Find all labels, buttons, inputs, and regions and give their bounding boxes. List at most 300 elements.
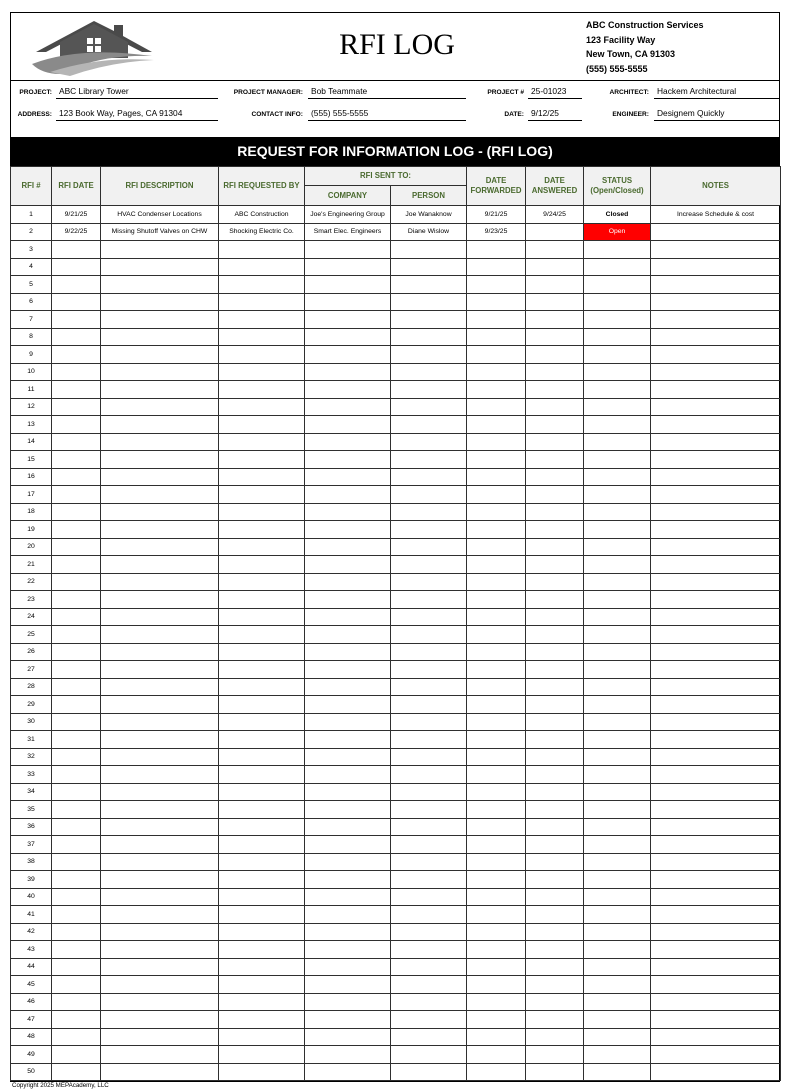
- rfi-date-cell[interactable]: [52, 468, 101, 486]
- requested-by-cell[interactable]: [219, 451, 305, 469]
- company-cell[interactable]: [305, 433, 391, 451]
- project-number-field[interactable]: 25-01023: [528, 86, 582, 99]
- requested-by-cell[interactable]: [219, 818, 305, 836]
- date-answered-cell[interactable]: [526, 241, 584, 259]
- notes-cell[interactable]: [651, 976, 781, 994]
- company-cell[interactable]: [305, 241, 391, 259]
- status-cell[interactable]: [584, 801, 651, 819]
- rfi-description-cell[interactable]: [101, 678, 219, 696]
- date-answered-cell[interactable]: [526, 538, 584, 556]
- requested-by-cell[interactable]: [219, 1063, 305, 1081]
- rfi-number-cell[interactable]: 48: [11, 1028, 52, 1046]
- date-answered-cell[interactable]: [526, 941, 584, 959]
- status-cell[interactable]: [584, 573, 651, 591]
- status-cell[interactable]: [584, 818, 651, 836]
- notes-cell[interactable]: [651, 433, 781, 451]
- rfi-description-cell[interactable]: [101, 871, 219, 889]
- person-cell[interactable]: [391, 241, 467, 259]
- date-answered-cell[interactable]: [526, 311, 584, 329]
- requested-by-cell[interactable]: [219, 591, 305, 609]
- notes-cell[interactable]: [651, 398, 781, 416]
- status-cell[interactable]: [584, 836, 651, 854]
- requested-by-cell[interactable]: [219, 433, 305, 451]
- company-cell[interactable]: [305, 801, 391, 819]
- status-cell[interactable]: [584, 328, 651, 346]
- person-cell[interactable]: [391, 486, 467, 504]
- requested-by-cell[interactable]: [219, 871, 305, 889]
- rfi-number-cell[interactable]: 16: [11, 468, 52, 486]
- notes-cell[interactable]: [651, 958, 781, 976]
- rfi-date-cell[interactable]: [52, 783, 101, 801]
- rfi-description-cell[interactable]: [101, 503, 219, 521]
- company-cell[interactable]: [305, 398, 391, 416]
- requested-by-cell[interactable]: [219, 416, 305, 434]
- rfi-number-cell[interactable]: 5: [11, 276, 52, 294]
- rfi-description-cell[interactable]: [101, 1028, 219, 1046]
- notes-cell[interactable]: [651, 293, 781, 311]
- date-forwarded-cell[interactable]: [467, 416, 526, 434]
- date-answered-cell[interactable]: [526, 1011, 584, 1029]
- requested-by-cell[interactable]: [219, 363, 305, 381]
- person-cell[interactable]: [391, 468, 467, 486]
- rfi-description-cell[interactable]: [101, 661, 219, 679]
- company-cell[interactable]: [305, 958, 391, 976]
- notes-cell[interactable]: [651, 1028, 781, 1046]
- notes-cell[interactable]: [651, 573, 781, 591]
- rfi-description-cell[interactable]: [101, 468, 219, 486]
- notes-cell[interactable]: [651, 766, 781, 784]
- company-cell[interactable]: [305, 713, 391, 731]
- date-forwarded-cell[interactable]: [467, 993, 526, 1011]
- company-cell[interactable]: [305, 468, 391, 486]
- requested-by-cell[interactable]: [219, 258, 305, 276]
- person-cell[interactable]: [391, 1046, 467, 1064]
- rfi-date-cell[interactable]: [52, 1046, 101, 1064]
- notes-cell[interactable]: [651, 748, 781, 766]
- person-cell[interactable]: [391, 276, 467, 294]
- rfi-description-cell[interactable]: [101, 363, 219, 381]
- engineer-field[interactable]: Designem Quickly: [654, 108, 780, 121]
- date-answered-cell[interactable]: [526, 643, 584, 661]
- rfi-description-cell[interactable]: [101, 573, 219, 591]
- date-answered-cell[interactable]: [526, 1046, 584, 1064]
- date-answered-cell[interactable]: [526, 731, 584, 749]
- rfi-number-cell[interactable]: 20: [11, 538, 52, 556]
- date-forwarded-cell[interactable]: [467, 608, 526, 626]
- company-cell[interactable]: [305, 661, 391, 679]
- rfi-number-cell[interactable]: 30: [11, 713, 52, 731]
- date-answered-cell[interactable]: [526, 276, 584, 294]
- person-cell[interactable]: [391, 433, 467, 451]
- requested-by-cell[interactable]: [219, 1011, 305, 1029]
- rfi-description-cell[interactable]: [101, 328, 219, 346]
- person-cell[interactable]: [391, 416, 467, 434]
- status-cell[interactable]: [584, 241, 651, 259]
- rfi-description-cell[interactable]: [101, 346, 219, 364]
- person-cell[interactable]: [391, 731, 467, 749]
- date-answered-cell[interactable]: [526, 871, 584, 889]
- rfi-number-cell[interactable]: 15: [11, 451, 52, 469]
- company-cell[interactable]: [305, 766, 391, 784]
- date-answered-cell[interactable]: [526, 381, 584, 399]
- rfi-date-cell[interactable]: 9/22/25: [52, 223, 101, 241]
- notes-cell[interactable]: [651, 923, 781, 941]
- requested-by-cell[interactable]: [219, 538, 305, 556]
- status-cell[interactable]: [584, 713, 651, 731]
- notes-cell[interactable]: [651, 591, 781, 609]
- requested-by-cell[interactable]: [219, 696, 305, 714]
- rfi-date-cell[interactable]: [52, 363, 101, 381]
- rfi-description-cell[interactable]: [101, 486, 219, 504]
- person-cell[interactable]: [391, 381, 467, 399]
- requested-by-cell[interactable]: [219, 241, 305, 259]
- rfi-date-cell[interactable]: [52, 433, 101, 451]
- date-forwarded-cell[interactable]: [467, 713, 526, 731]
- date-answered-cell[interactable]: [526, 696, 584, 714]
- contact-info-field[interactable]: (555) 555-5555: [308, 108, 466, 121]
- date-answered-cell[interactable]: [526, 923, 584, 941]
- rfi-number-cell[interactable]: 27: [11, 661, 52, 679]
- person-cell[interactable]: [391, 556, 467, 574]
- date-forwarded-cell[interactable]: [467, 923, 526, 941]
- notes-cell[interactable]: [651, 836, 781, 854]
- status-cell[interactable]: [584, 678, 651, 696]
- rfi-description-cell[interactable]: [101, 1011, 219, 1029]
- company-cell[interactable]: [305, 1046, 391, 1064]
- date-forwarded-cell[interactable]: [467, 783, 526, 801]
- rfi-number-cell[interactable]: 24: [11, 608, 52, 626]
- notes-cell[interactable]: [651, 993, 781, 1011]
- rfi-description-cell[interactable]: HVAC Condenser Locations: [101, 206, 219, 224]
- person-cell[interactable]: [391, 643, 467, 661]
- company-cell[interactable]: [305, 818, 391, 836]
- rfi-description-cell[interactable]: [101, 853, 219, 871]
- company-cell[interactable]: [305, 276, 391, 294]
- rfi-description-cell[interactable]: [101, 556, 219, 574]
- status-cell[interactable]: [584, 608, 651, 626]
- rfi-description-cell[interactable]: [101, 783, 219, 801]
- person-cell[interactable]: [391, 958, 467, 976]
- person-cell[interactable]: [391, 1011, 467, 1029]
- company-cell[interactable]: [305, 1028, 391, 1046]
- date-forwarded-cell[interactable]: [467, 871, 526, 889]
- rfi-date-cell[interactable]: [52, 608, 101, 626]
- person-cell[interactable]: [391, 976, 467, 994]
- date-answered-cell[interactable]: [526, 328, 584, 346]
- date-forwarded-cell[interactable]: [467, 836, 526, 854]
- rfi-date-cell[interactable]: [52, 293, 101, 311]
- rfi-number-cell[interactable]: 45: [11, 976, 52, 994]
- requested-by-cell[interactable]: [219, 993, 305, 1011]
- person-cell[interactable]: [391, 328, 467, 346]
- notes-cell[interactable]: [651, 731, 781, 749]
- rfi-date-cell[interactable]: [52, 906, 101, 924]
- rfi-number-cell[interactable]: 2: [11, 223, 52, 241]
- rfi-date-cell[interactable]: [52, 1063, 101, 1081]
- company-cell[interactable]: [305, 258, 391, 276]
- project-manager-field[interactable]: Bob Teammate: [308, 86, 466, 99]
- rfi-description-cell[interactable]: [101, 311, 219, 329]
- person-cell[interactable]: [391, 573, 467, 591]
- rfi-number-cell[interactable]: 21: [11, 556, 52, 574]
- status-cell[interactable]: [584, 923, 651, 941]
- date-forwarded-cell[interactable]: [467, 381, 526, 399]
- status-cell[interactable]: [584, 731, 651, 749]
- notes-cell[interactable]: [651, 643, 781, 661]
- date-answered-cell[interactable]: 9/24/25: [526, 206, 584, 224]
- notes-cell[interactable]: [651, 801, 781, 819]
- requested-by-cell[interactable]: [219, 941, 305, 959]
- rfi-date-cell[interactable]: [52, 591, 101, 609]
- rfi-number-cell[interactable]: 43: [11, 941, 52, 959]
- person-cell[interactable]: [391, 836, 467, 854]
- rfi-description-cell[interactable]: [101, 626, 219, 644]
- status-cell[interactable]: [584, 486, 651, 504]
- requested-by-cell[interactable]: Shocking Electric Co.: [219, 223, 305, 241]
- notes-cell[interactable]: [651, 678, 781, 696]
- date-answered-cell[interactable]: [526, 818, 584, 836]
- date-answered-cell[interactable]: [526, 398, 584, 416]
- notes-cell[interactable]: [651, 223, 781, 241]
- rfi-description-cell[interactable]: [101, 766, 219, 784]
- notes-cell[interactable]: [651, 888, 781, 906]
- notes-cell[interactable]: [651, 696, 781, 714]
- rfi-number-cell[interactable]: 1: [11, 206, 52, 224]
- notes-cell[interactable]: [651, 503, 781, 521]
- status-cell[interactable]: [584, 643, 651, 661]
- rfi-date-cell[interactable]: [52, 818, 101, 836]
- notes-cell[interactable]: [651, 783, 781, 801]
- person-cell[interactable]: Diane Wislow: [391, 223, 467, 241]
- rfi-number-cell[interactable]: 3: [11, 241, 52, 259]
- rfi-date-cell[interactable]: [52, 976, 101, 994]
- date-answered-cell[interactable]: [526, 346, 584, 364]
- date-answered-cell[interactable]: [526, 713, 584, 731]
- date-answered-cell[interactable]: [526, 503, 584, 521]
- person-cell[interactable]: [391, 538, 467, 556]
- notes-cell[interactable]: [651, 468, 781, 486]
- rfi-date-cell[interactable]: [52, 311, 101, 329]
- company-cell[interactable]: [305, 363, 391, 381]
- rfi-number-cell[interactable]: 22: [11, 573, 52, 591]
- rfi-number-cell[interactable]: 23: [11, 591, 52, 609]
- date-forwarded-cell[interactable]: [467, 1028, 526, 1046]
- rfi-number-cell[interactable]: 39: [11, 871, 52, 889]
- rfi-description-cell[interactable]: [101, 818, 219, 836]
- status-cell[interactable]: [584, 468, 651, 486]
- rfi-number-cell[interactable]: 41: [11, 906, 52, 924]
- rfi-number-cell[interactable]: 18: [11, 503, 52, 521]
- rfi-date-cell[interactable]: [52, 398, 101, 416]
- rfi-number-cell[interactable]: 40: [11, 888, 52, 906]
- person-cell[interactable]: [391, 451, 467, 469]
- date-forwarded-cell[interactable]: 9/23/25: [467, 223, 526, 241]
- rfi-date-cell[interactable]: [52, 1011, 101, 1029]
- company-cell[interactable]: [305, 941, 391, 959]
- date-forwarded-cell[interactable]: [467, 906, 526, 924]
- person-cell[interactable]: [391, 906, 467, 924]
- date-forwarded-cell[interactable]: [467, 398, 526, 416]
- rfi-date-cell[interactable]: [52, 556, 101, 574]
- date-forwarded-cell[interactable]: [467, 731, 526, 749]
- rfi-number-cell[interactable]: 9: [11, 346, 52, 364]
- company-cell[interactable]: [305, 748, 391, 766]
- date-answered-cell[interactable]: [526, 801, 584, 819]
- date-forwarded-cell[interactable]: [467, 818, 526, 836]
- company-cell[interactable]: [305, 871, 391, 889]
- status-cell[interactable]: [584, 993, 651, 1011]
- notes-cell[interactable]: [651, 626, 781, 644]
- date-forwarded-cell[interactable]: 9/21/25: [467, 206, 526, 224]
- requested-by-cell[interactable]: [219, 1028, 305, 1046]
- notes-cell[interactable]: [651, 1063, 781, 1081]
- status-cell[interactable]: [584, 311, 651, 329]
- date-answered-cell[interactable]: [526, 1063, 584, 1081]
- date-answered-cell[interactable]: [526, 766, 584, 784]
- person-cell[interactable]: [391, 258, 467, 276]
- status-cell[interactable]: [584, 626, 651, 644]
- date-answered-cell[interactable]: [526, 573, 584, 591]
- notes-cell[interactable]: [651, 608, 781, 626]
- requested-by-cell[interactable]: [219, 1046, 305, 1064]
- status-cell[interactable]: [584, 538, 651, 556]
- date-answered-cell[interactable]: [526, 556, 584, 574]
- rfi-number-cell[interactable]: 49: [11, 1046, 52, 1064]
- rfi-description-cell[interactable]: [101, 836, 219, 854]
- date-forwarded-cell[interactable]: [467, 573, 526, 591]
- person-cell[interactable]: [391, 293, 467, 311]
- rfi-date-cell[interactable]: [52, 748, 101, 766]
- rfi-number-cell[interactable]: 31: [11, 731, 52, 749]
- person-cell[interactable]: [391, 398, 467, 416]
- requested-by-cell[interactable]: [219, 748, 305, 766]
- requested-by-cell[interactable]: [219, 556, 305, 574]
- company-cell[interactable]: Joe's Engineering Group: [305, 206, 391, 224]
- company-cell[interactable]: [305, 1063, 391, 1081]
- rfi-number-cell[interactable]: 34: [11, 783, 52, 801]
- date-forwarded-cell[interactable]: [467, 276, 526, 294]
- status-cell[interactable]: [584, 853, 651, 871]
- date-forwarded-cell[interactable]: [467, 258, 526, 276]
- requested-by-cell[interactable]: [219, 888, 305, 906]
- date-forwarded-cell[interactable]: [467, 503, 526, 521]
- requested-by-cell[interactable]: [219, 486, 305, 504]
- date-answered-cell[interactable]: [526, 486, 584, 504]
- person-cell[interactable]: [391, 713, 467, 731]
- notes-cell[interactable]: [651, 941, 781, 959]
- notes-cell[interactable]: [651, 416, 781, 434]
- date-forwarded-cell[interactable]: [467, 591, 526, 609]
- status-cell[interactable]: [584, 748, 651, 766]
- rfi-date-cell[interactable]: [52, 241, 101, 259]
- notes-cell[interactable]: [651, 258, 781, 276]
- status-cell[interactable]: [584, 346, 651, 364]
- company-cell[interactable]: Smart Elec. Engineers: [305, 223, 391, 241]
- company-cell[interactable]: [305, 906, 391, 924]
- company-cell[interactable]: [305, 346, 391, 364]
- rfi-date-cell[interactable]: [52, 696, 101, 714]
- requested-by-cell[interactable]: [219, 783, 305, 801]
- rfi-date-cell[interactable]: [52, 521, 101, 539]
- person-cell[interactable]: [391, 923, 467, 941]
- notes-cell[interactable]: [651, 486, 781, 504]
- date-forwarded-cell[interactable]: [467, 433, 526, 451]
- rfi-date-cell[interactable]: [52, 871, 101, 889]
- notes-cell[interactable]: [651, 906, 781, 924]
- notes-cell[interactable]: [651, 451, 781, 469]
- date-answered-cell[interactable]: [526, 223, 584, 241]
- date-answered-cell[interactable]: [526, 521, 584, 539]
- rfi-date-cell[interactable]: [52, 678, 101, 696]
- requested-by-cell[interactable]: [219, 678, 305, 696]
- rfi-date-cell[interactable]: [52, 923, 101, 941]
- person-cell[interactable]: [391, 678, 467, 696]
- company-cell[interactable]: [305, 678, 391, 696]
- status-cell[interactable]: Open: [584, 223, 651, 241]
- date-answered-cell[interactable]: [526, 678, 584, 696]
- requested-by-cell[interactable]: [219, 626, 305, 644]
- rfi-description-cell[interactable]: [101, 923, 219, 941]
- status-cell[interactable]: [584, 416, 651, 434]
- rfi-description-cell[interactable]: [101, 398, 219, 416]
- notes-cell[interactable]: [651, 521, 781, 539]
- status-cell[interactable]: Closed: [584, 206, 651, 224]
- date-answered-cell[interactable]: [526, 748, 584, 766]
- person-cell[interactable]: [391, 1063, 467, 1081]
- status-cell[interactable]: [584, 591, 651, 609]
- notes-cell[interactable]: [651, 871, 781, 889]
- person-cell[interactable]: [391, 503, 467, 521]
- date-answered-cell[interactable]: [526, 608, 584, 626]
- company-cell[interactable]: [305, 451, 391, 469]
- requested-by-cell[interactable]: [219, 381, 305, 399]
- date-answered-cell[interactable]: [526, 451, 584, 469]
- date-answered-cell[interactable]: [526, 468, 584, 486]
- person-cell[interactable]: [391, 626, 467, 644]
- status-cell[interactable]: [584, 1028, 651, 1046]
- rfi-description-cell[interactable]: [101, 521, 219, 539]
- company-cell[interactable]: [305, 293, 391, 311]
- date-forwarded-cell[interactable]: [467, 766, 526, 784]
- date-forwarded-cell[interactable]: [467, 853, 526, 871]
- person-cell[interactable]: [391, 941, 467, 959]
- rfi-number-cell[interactable]: 50: [11, 1063, 52, 1081]
- requested-by-cell[interactable]: [219, 906, 305, 924]
- status-cell[interactable]: [584, 976, 651, 994]
- date-answered-cell[interactable]: [526, 591, 584, 609]
- requested-by-cell[interactable]: [219, 573, 305, 591]
- company-cell[interactable]: [305, 556, 391, 574]
- date-forwarded-cell[interactable]: [467, 538, 526, 556]
- requested-by-cell[interactable]: [219, 293, 305, 311]
- rfi-number-cell[interactable]: 35: [11, 801, 52, 819]
- requested-by-cell[interactable]: [219, 521, 305, 539]
- rfi-date-cell[interactable]: [52, 416, 101, 434]
- status-cell[interactable]: [584, 1046, 651, 1064]
- company-cell[interactable]: [305, 976, 391, 994]
- rfi-number-cell[interactable]: 32: [11, 748, 52, 766]
- person-cell[interactable]: [391, 363, 467, 381]
- rfi-description-cell[interactable]: [101, 1046, 219, 1064]
- date-answered-cell[interactable]: [526, 416, 584, 434]
- notes-cell[interactable]: [651, 276, 781, 294]
- status-cell[interactable]: [584, 363, 651, 381]
- rfi-number-cell[interactable]: 11: [11, 381, 52, 399]
- notes-cell[interactable]: [651, 661, 781, 679]
- rfi-date-cell[interactable]: [52, 958, 101, 976]
- rfi-description-cell[interactable]: [101, 538, 219, 556]
- person-cell[interactable]: [391, 521, 467, 539]
